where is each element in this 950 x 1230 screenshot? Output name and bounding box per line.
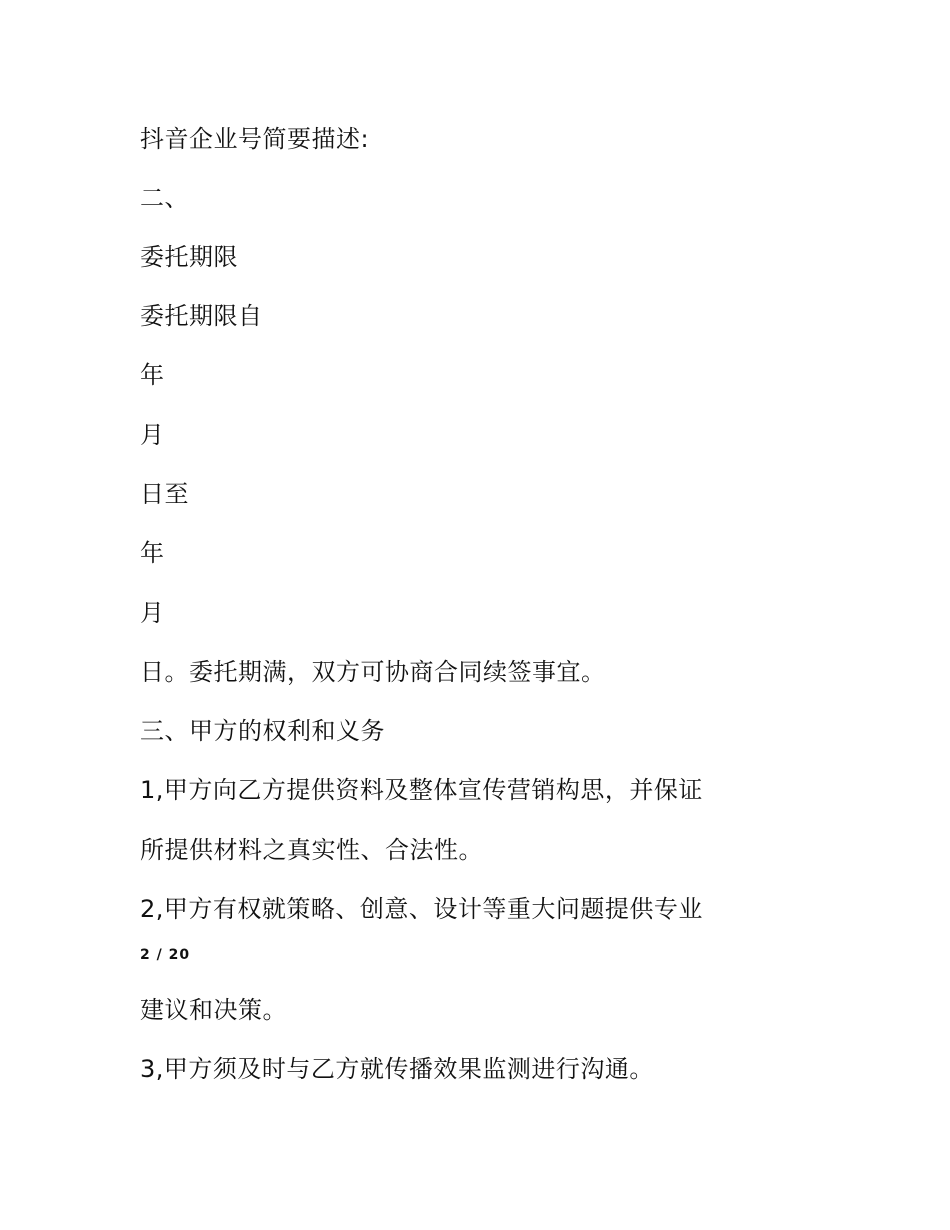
term-start-year: 年	[140, 361, 165, 389]
clause-2-line-2: 建议和决策。	[140, 996, 287, 1024]
section-two-title: 委托期限	[140, 243, 238, 271]
term-start-text: 委托期限自	[140, 302, 263, 330]
term-start-day: 日至	[140, 480, 189, 508]
clause-1-line-2: 所提供材料之真实性、合法性。	[140, 836, 483, 864]
section-two-number: 二、	[140, 184, 189, 212]
clause-1-line-1: 1,甲方向乙方提供资料及整体宣传营销构思，并保证	[140, 776, 703, 804]
section-three-title: 三、甲方的权利和义务	[140, 717, 385, 745]
term-end-year: 年	[140, 539, 165, 567]
heading-description: 抖音企业号简要描述:	[140, 125, 370, 153]
clause-3-line-1: 3,甲方须及时与乙方就传播效果监测进行沟通。	[140, 1055, 654, 1083]
term-start-month: 月	[140, 421, 165, 449]
clause-2-line-1: 2,甲方有权就策略、创意、设计等重大问题提供专业	[140, 895, 703, 923]
term-end-day-text: 日。委托期满，双方可协商合同续签事宜。	[140, 658, 606, 686]
term-end-month: 月	[140, 599, 165, 627]
page-number: 2 / 20	[140, 947, 191, 963]
